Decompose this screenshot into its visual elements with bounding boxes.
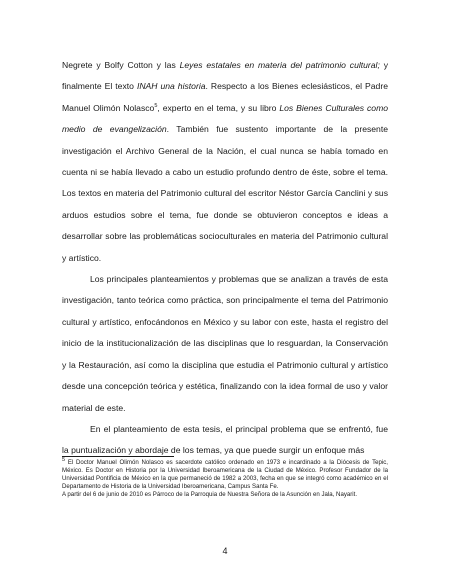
italic-title-bienes-culturales: Los Bienes Culturales como medio de evangelización <box>62 102 389 135</box>
italic-title-inah: INAH una historia <box>136 81 206 92</box>
footnote-separator <box>62 456 174 457</box>
italic-title-leyes-estatales: Leyes estatales en materia del patrimonio cultural; <box>179 60 380 70</box>
body-text <box>62 55 388 462</box>
footnote <box>62 456 388 499</box>
page-number: 4 <box>222 546 228 556</box>
paragraph-1-text: , experto en el tema, y su libro <box>157 102 280 113</box>
footnote-paragraph-2: A partir del 6 de junio de 2010 es Párroco de la Parroquia de Nuestra Señora de la Asunción en Jala, Nayarit. <box>62 491 358 499</box>
paragraph-1-text: Negrete y Bolfy Cotton y las <box>62 60 180 70</box>
footnote-text: El Doctor Manuel Olimón Nolasco es sacerdote católico ordenado en 1973 e incardinado a la Diócesis de Tepic, México. Es Doctor en Historia por la Universidad Iberoamericana de la Ciudad de México. Profesor Fundador de la Universidad Pontificia de México en la que permaneció de 1982 a 2003, fecha en que se integró como académico en el Departamento de Historia de la Universidad Iberoamericana, Campus Santa Fe. <box>62 459 388 491</box>
footnote-reference: 5 <box>154 102 158 109</box>
paragraph-1-text: . Respecto a los Bienes eclesiásticos, el Padre Manuel Olimón Nolasco <box>62 81 388 113</box>
paragraph-1-text: y finalmente El texto <box>62 60 388 92</box>
paragraph-2: Los principales planteamientos y problemas que se analizan a través de esta investigación, tanto teórica como práctica, son principalmente el tema del Patrimonio cultural y artístico, enfocándonos en México y su labor con este, hasta el registro del inicio de la institucionalización de las disciplinas que lo resguardan, la Conservación y la Restauración, así como la disciplina que estudia el Patrimonio cultural y artístico desde una concepción teórica y estética, finalizando con la idea formal de uso y valor material de este. <box>62 274 388 413</box>
paragraph-1-text: . También fue sustento importante de la presente investigación el Archivo General de la Nación, el cual nunca se había tomado en cuenta ni se había llevado a cabo un estudio profundo dentro de éste, sobre el tema. Los textos en materia del Patrimonio cultural del escritor Néstor García Canclini y sus arduos estudios sobre el tema, fue donde se obtuvieron conceptos e ideas a desarrollar sobre las problemáticas socioculturales en materia del Patrimonio cultural y artístico. <box>62 124 388 263</box>
footnote-paragraph <box>62 456 388 491</box>
paragraph-1 <box>62 55 388 269</box>
paragraph-3: En el planteamiento de esta tesis, el principal problema que se enfrentó, fue la puntualización y abordaje de los temas, ya que puede surgir un enfoque más <box>62 423 388 456</box>
footnote-number: 5 <box>62 456 66 463</box>
